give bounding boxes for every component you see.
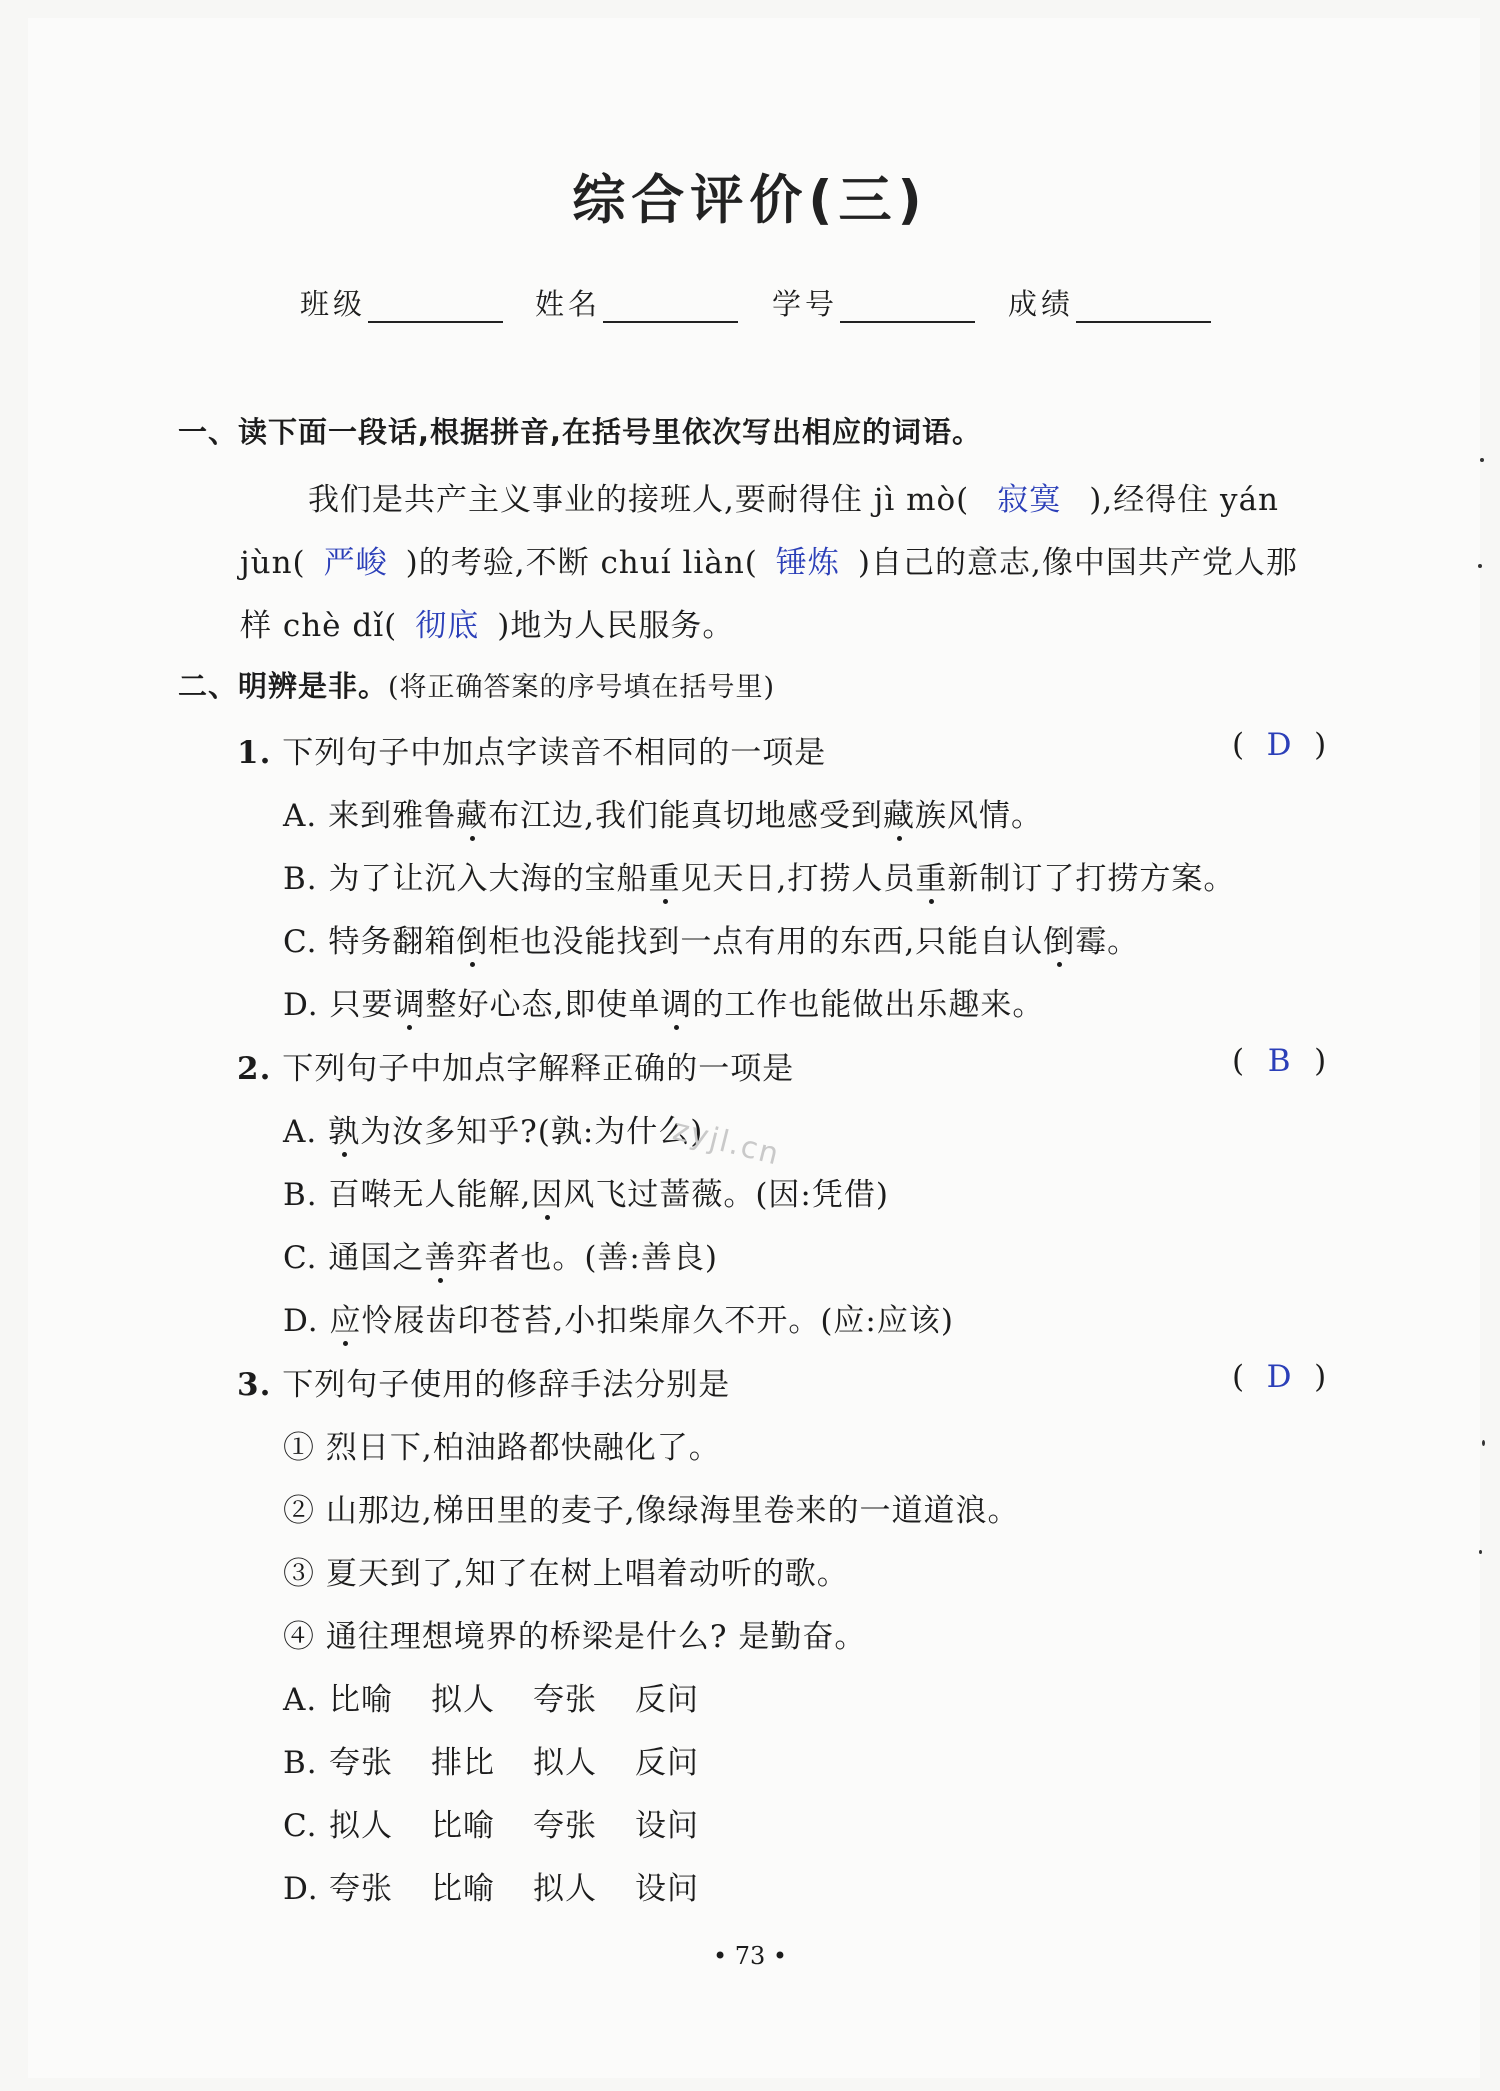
q1-number: 1. [237, 735, 272, 771]
q2-stem-text: 下列句子中加点字解释正确的一项是 [282, 1051, 795, 1087]
text-segment: 比喻 [329, 1682, 393, 1718]
section1-line1 [308, 474, 1279, 519]
text-segment: 反问 [635, 1682, 699, 1718]
q3-stem-text: 下列句子使用的修辞手法分别是 [282, 1367, 731, 1403]
text-segment: C. [283, 1808, 318, 1844]
q3-sentence-2: ② 山那边,梯田里的麦子,像绿海里卷来的一道道浪。 [283, 1493, 1020, 1529]
dotted-char: 藏 [882, 798, 915, 834]
text-segment: 夸张 [533, 1808, 597, 1844]
passage-text: jùn( [240, 545, 306, 581]
section1-line2 [240, 537, 1298, 582]
text-segment: 霉。 [1075, 924, 1140, 960]
number-field [772, 282, 975, 323]
q2-option-c [283, 1232, 718, 1277]
text-segment: 夸张 [329, 1871, 393, 1907]
dotted-char: 善 [424, 1240, 457, 1276]
text-segment: D. [283, 1871, 319, 1907]
dotted-char: 调 [393, 987, 426, 1023]
text-segment: 柜也没能找到一点有用的东西,只能自认 [488, 924, 1044, 960]
text-segment: 设问 [635, 1808, 699, 1844]
text-segment: D. 只要 [283, 987, 394, 1023]
number-blank[interactable] [840, 291, 975, 323]
q2-answer-bracket: ( B ) [1232, 1043, 1327, 1079]
section1-heading: 一、读下面一段话,根据拼音,在括号里依次写出相应的词语。 [178, 415, 983, 449]
answer-chuilian: 锤炼 [775, 545, 840, 581]
text-segment: A. [283, 1682, 318, 1718]
q3-sentence-3: ③ 夏天到了,知了在树上唱着动听的歌。 [283, 1556, 849, 1592]
q1-answer: D [1266, 727, 1292, 763]
text-segment: 夸张 [329, 1745, 393, 1781]
text-segment: 设问 [635, 1871, 699, 1907]
text-segment: 风飞过蔷薇。(因:凭借) [563, 1177, 889, 1213]
page-title: 综合评价(三) [572, 170, 928, 231]
q2-option-b [283, 1169, 889, 1214]
section1-line3 [240, 600, 734, 645]
q3-answer-bracket: ( D ) [1232, 1359, 1327, 1395]
answer-jimo: 寂寞 [997, 482, 1062, 518]
text-segment: 拟人 [533, 1871, 597, 1907]
text-segment: B. 为了让沉入大海的宝船 [283, 861, 649, 897]
q3-answer: D [1266, 1359, 1292, 1395]
text-segment: 比喻 [431, 1808, 495, 1844]
text-segment: B. 百啭无人能解, [283, 1177, 532, 1213]
text-segment: C. 通国之 [283, 1240, 425, 1276]
q3-option-b [283, 1737, 699, 1782]
score-blank[interactable] [1076, 291, 1211, 323]
dotted-char: 因 [531, 1177, 564, 1213]
dotted-char: 重 [648, 861, 681, 897]
q3-number: 3. [237, 1367, 272, 1403]
q1-stem [237, 727, 826, 772]
q2-option-d [283, 1295, 954, 1340]
passage-text: ),经得住 yán [1089, 482, 1280, 518]
text-segment: 夸张 [533, 1682, 597, 1718]
dotted-char: 重 [915, 861, 948, 897]
text-segment: B. [283, 1745, 318, 1781]
q2-stem [237, 1043, 794, 1088]
page-number: • 73 • [712, 1942, 788, 1970]
text-segment: 见天日,打捞人员 [680, 861, 916, 897]
passage-text: )地为人民服务。 [497, 608, 735, 644]
text-segment: A. 来到雅鲁 [283, 798, 457, 834]
score-field [1008, 282, 1211, 323]
text-segment: 拟人 [431, 1682, 495, 1718]
section2-title: 二、明辨是非。 [178, 669, 389, 703]
q3-option-a [283, 1674, 699, 1719]
number-label: 学号 [772, 287, 839, 321]
score-label: 成绩 [1008, 287, 1075, 321]
dotted-char: 调 [660, 987, 693, 1023]
section2-note: (将正确答案的序号填在括号里) [388, 672, 776, 703]
name-label: 姓名 [535, 287, 602, 321]
passage-text: 样 chè dǐ( [240, 608, 398, 644]
dotted-char: 倒 [456, 924, 489, 960]
passage-text: )自己的意志,像中国共产党人那 [857, 545, 1298, 581]
name-field [535, 282, 738, 323]
answer-yanjun: 严峻 [323, 545, 388, 581]
q3-sentence-1: ① 烈日下,柏油路都快融化了。 [283, 1430, 721, 1466]
q1-answer-bracket: ( D ) [1232, 727, 1327, 763]
watermark: zyjl.cn [669, 1112, 784, 1173]
q1-stem-text: 下列句子中加点字读音不相同的一项是 [282, 735, 827, 771]
q1-option-b [283, 853, 1235, 898]
scan-speck [1482, 1440, 1485, 1446]
text-segment: 拟人 [533, 1745, 597, 1781]
text-segment: 拟人 [329, 1808, 393, 1844]
dotted-char: 倒 [1043, 924, 1076, 960]
q3-stem [237, 1359, 730, 1404]
dotted-char: 应 [329, 1303, 362, 1339]
text-segment: 为汝多知乎?(孰:为什么) [360, 1114, 704, 1150]
scan-speck [1478, 564, 1482, 568]
q3-sentence-4: ④ 通往理想境界的桥梁是什么? 是勤奋。 [283, 1619, 867, 1655]
scan-speck [1480, 458, 1484, 462]
student-info-line [300, 282, 1250, 326]
scan-speck [1479, 1550, 1482, 1554]
text-segment: 的工作也能做出乐趣来。 [692, 987, 1045, 1023]
q3-option-c [283, 1800, 699, 1845]
text-segment: 布江边,我们能真切地感受到 [488, 798, 883, 834]
class-field [300, 282, 503, 323]
dotted-char: 藏 [456, 798, 489, 834]
text-segment: 比喻 [431, 1871, 495, 1907]
text-segment: D. [283, 1303, 330, 1339]
q1-option-a [283, 790, 1043, 835]
text-segment: A. [283, 1114, 329, 1150]
q1-option-c [283, 916, 1139, 961]
answer-chedi: 彻底 [415, 608, 480, 644]
text-segment: 排比 [431, 1745, 495, 1781]
q1-option-d [283, 979, 1044, 1024]
q3-option-d [283, 1863, 699, 1908]
passage-text: )的考验,不断 chuí liàn( [405, 545, 758, 581]
text-segment: 反问 [635, 1745, 699, 1781]
text-segment: 弈者也。(善:善良) [456, 1240, 718, 1276]
class-blank[interactable] [368, 291, 503, 323]
passage-text: 我们是共产主义事业的接班人,要耐得住 jì mò( [308, 482, 970, 518]
section2-heading [178, 664, 775, 705]
q2-option-a [283, 1106, 703, 1151]
text-segment: 族风情。 [914, 798, 1043, 834]
text-segment: 新制订了打捞方案。 [947, 861, 1236, 897]
text-segment: C. 特务翻箱 [283, 924, 457, 960]
text-segment: 怜屐齿印苍苔,小扣柴扉久不开。(应:应该) [361, 1303, 954, 1339]
text-segment: 整好心态,即使单 [425, 987, 661, 1023]
q2-number: 2. [237, 1051, 272, 1087]
name-blank[interactable] [603, 291, 738, 323]
q2-answer: B [1267, 1043, 1291, 1079]
dotted-char: 孰 [328, 1114, 361, 1150]
class-label: 班级 [300, 287, 367, 321]
